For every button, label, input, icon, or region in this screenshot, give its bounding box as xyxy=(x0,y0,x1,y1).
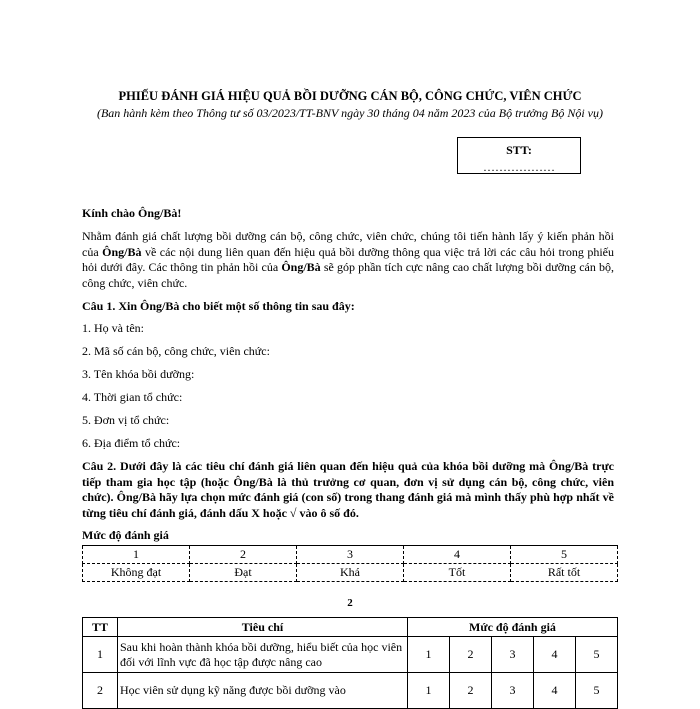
rating-cell[interactable]: 4 xyxy=(534,673,576,709)
field-time[interactable]: 4. Thời gian tổ chức: xyxy=(82,390,183,404)
rating-cell[interactable]: 3 xyxy=(492,637,534,673)
header-criteria: Tiêu chí xyxy=(118,618,408,637)
document-title: PHIẾU ĐÁNH GIÁ HIỆU QUẢ BỒI DƯỠNG CÁN BỘ, CÔNG CHỨC, VIÊN CHỨC xyxy=(118,89,582,103)
row-tt: 2 xyxy=(83,673,118,709)
table-row xyxy=(83,673,618,709)
field-full-name[interactable]: 1. Họ và tên: xyxy=(82,321,144,335)
scale-number: 4 xyxy=(404,546,511,564)
intro-part-3: sẽ góp phần tích cực nâng cao chất lượng bồi dưỡng cán bộ, công chức, viên chức. xyxy=(82,260,614,290)
stt-box[interactable] xyxy=(457,137,581,174)
scale-number: 3 xyxy=(297,546,404,564)
scale-label-cell: Khá xyxy=(297,564,404,582)
scale-label: Mức độ đánh giá xyxy=(82,528,169,542)
rating-cell[interactable]: 4 xyxy=(534,637,576,673)
stt-dots: ……………… xyxy=(483,160,555,174)
document-subtitle: (Ban hành kèm theo Thông tư số 03/2023/TT-BNV ngày 30 tháng 04 năm 2023 của Bộ trưởng Bộ Nội vụ) xyxy=(96,106,604,120)
criteria-table xyxy=(82,617,618,709)
rating-cell[interactable]: 3 xyxy=(492,673,534,709)
scale-numbers-row xyxy=(83,546,618,564)
rating-cell[interactable]: 2 xyxy=(450,673,492,709)
scale-number: 2 xyxy=(190,546,297,564)
greeting: Kính chào Ông/Bà! xyxy=(82,206,182,220)
page-number: 2 xyxy=(347,597,353,609)
field-course-name[interactable]: 3. Tên khóa bồi dưỡng: xyxy=(82,367,195,381)
scale-label-cell: Tốt xyxy=(404,564,511,582)
row-tt: 1 xyxy=(83,637,118,673)
intro-part-2: về các nội dung liên quan đến hiệu quả bồi dưỡng thông qua việc trả lời các câu hỏi trong phiếu hỏi dưới đây. Các thông tin phản hồi của xyxy=(82,244,614,274)
rating-cell[interactable]: 5 xyxy=(576,673,618,709)
rating-cell[interactable]: 5 xyxy=(576,637,618,673)
rating-scale-table xyxy=(82,545,618,582)
table-row xyxy=(83,637,618,673)
row-criteria: Sau khi hoàn thành khóa bồi dưỡng, hiểu biết của học viên đối với lĩnh vực đã học tập được nâng cao xyxy=(118,637,408,673)
scale-label-cell: Không đạt xyxy=(83,564,190,582)
scale-label-cell: Rất tốt xyxy=(511,564,618,582)
intro-bold-2: Ông/Bà xyxy=(281,260,321,274)
row-criteria: Học viên sử dụng kỹ năng được bồi dưỡng vào xyxy=(118,673,408,709)
field-staff-code[interactable]: 2. Mã số cán bộ, công chức, viên chức: xyxy=(82,344,270,358)
question-2-title: Câu 2. Dưới đây là các tiêu chí đánh giá liên quan đến hiệu quả của khóa bồi dưỡng mà Ông/Bà trực tiếp tham gia học tập (hoặc Ông/Bà là thủ trưởng cơ quan, đơn vị sử dụng cán bộ, công chức, viên chức). Ông/Bà hãy lựa chọn mức đánh giá (con số) trong thang đánh giá mà mình thấy phù hợp nhất về từng tiêu chí đánh giá, đánh dấu X hoặc √ vào ô số đó. xyxy=(82,459,614,520)
field-location[interactable]: 6. Địa điểm tổ chức: xyxy=(82,436,181,450)
intro-paragraph xyxy=(82,229,614,291)
intro-bold-1: Ông/Bà xyxy=(102,244,142,259)
stt-label: STT: xyxy=(506,143,532,157)
scale-number: 5 xyxy=(511,546,618,564)
header-level: Mức độ đánh giá xyxy=(408,618,618,637)
scale-number: 1 xyxy=(83,546,190,564)
field-organizer[interactable]: 5. Đơn vị tổ chức: xyxy=(82,413,170,427)
question-1-title: Câu 1. Xin Ông/Bà cho biết một số thông tin sau đây: xyxy=(82,299,355,313)
header-tt: TT xyxy=(83,618,118,637)
rating-cell[interactable]: 1 xyxy=(408,673,450,709)
intro-part-1: Nhằm đánh giá chất lượng bồi dưỡng cán bộ, công chức, viên chức, chúng tôi tiến hành lấy ý kiến phản hồi của xyxy=(82,229,614,259)
criteria-header-row xyxy=(83,618,618,637)
rating-cell[interactable]: 2 xyxy=(450,637,492,673)
scale-label-cell: Đạt xyxy=(190,564,297,582)
scale-labels-row xyxy=(83,564,618,582)
rating-cell[interactable]: 1 xyxy=(408,637,450,673)
